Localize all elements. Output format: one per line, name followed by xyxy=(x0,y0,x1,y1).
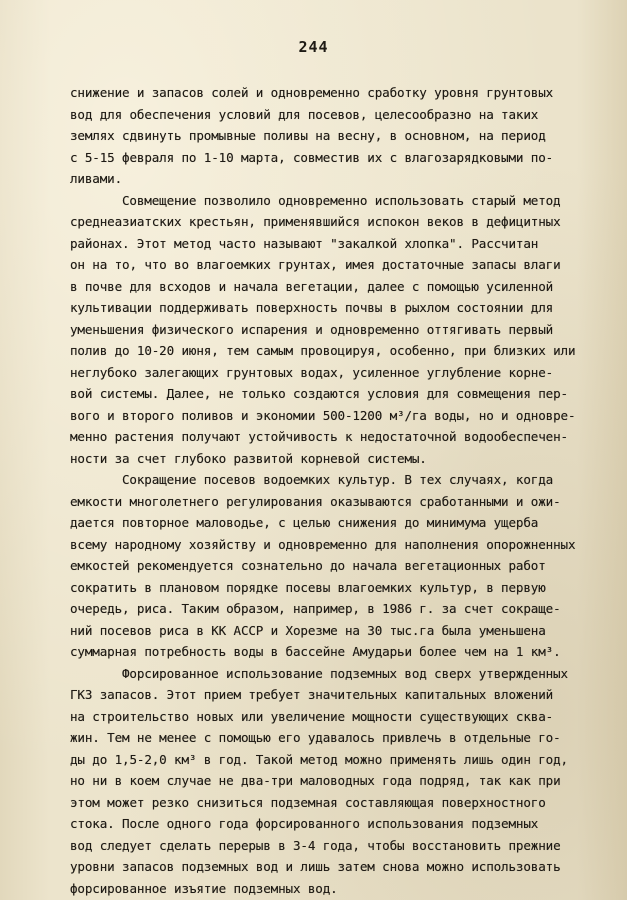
text-line: в почве для всходов и начала вегетации, далее с помощью усиленной xyxy=(70,278,554,294)
text-line: ГКЗ запасов. Этот прием требует значительных капитальных вложений xyxy=(70,687,554,702)
text-line: дается повторное маловодье, с целью снижения до минимума ущерба xyxy=(70,515,539,530)
text-line: землях сдвинуть промывные поливы на весну, в основном, на период xyxy=(70,128,546,143)
text-line: вой системы. Далее, не только создаются условия для совмещения пер- xyxy=(70,386,568,401)
text-line: форсированное изъятие подземных вод. xyxy=(70,880,338,896)
paragraph-start-line: Сокращение посевов водоемких культур. В тех случаях, когда xyxy=(122,472,554,487)
text-line: культивации поддерживать поверхность почвы в рыхлом состоянии для xyxy=(70,300,554,315)
text-line: с 5-15 февраля по 1-10 марта, совместив их с влагозарядковыми по- xyxy=(70,149,554,165)
body-text xyxy=(70,82,615,899)
text-line: снижение и запасов солей и одновременно сработку уровня грунтовых xyxy=(70,85,554,100)
text-line: вого и второго поливов и экономии 500-1200 м³/га воды, но и одновре- xyxy=(70,407,576,423)
text-line: районах. Этот метод часто называют "закалкой хлопка". Рассчитан xyxy=(70,235,539,251)
text-line: уровни запасов подземных вод и лишь затем снова можно использовать xyxy=(70,859,561,874)
text-line: неглубоко залегающих грунтовых водах, усиленное углубление корне- xyxy=(70,364,554,380)
paragraph-start-line: Совмещение позволило одновременно использовать старый метод xyxy=(122,192,561,208)
text-line: емкости многолетнего регулирования оказываются сработанными и ожи- xyxy=(70,493,561,509)
text-line: ности за счет глубоко развитой корневой системы. xyxy=(70,450,427,466)
text-line: всему народному хозяйству и одновременно для наполнения опорожненных xyxy=(70,536,576,552)
text-line: жин. Тем не менее с помощью его удавалось привлечь в отдельные го- xyxy=(70,730,561,745)
text-line: очередь, риса. Таким образом, например, в 1986 г. за счет сокраще- xyxy=(70,601,561,616)
text-line: емкостей рекомендуется сознательно до начала вегетационных работ xyxy=(70,558,546,573)
text-line: вод следует сделать перерыв в 3-4 года, чтобы восстановить прежние xyxy=(70,837,561,853)
text-line: этом может резко снизиться подземная составляющая поверхностного xyxy=(70,794,546,810)
text-line: вод для обеспечения условий для посевов, целесообразно на таких xyxy=(70,106,539,122)
text-line: на строительство новых или увеличение мощности существующих сква- xyxy=(70,708,554,724)
text-line: ний посевов риса в КК АССР и Хорезме на 30 тыс.га была уменьшена xyxy=(70,622,546,638)
text-line: суммарная потребность воды в бассейне Амударьи более чем на 1 км³. xyxy=(70,644,561,659)
text-line: полив до 10-20 июня, тем самым провоцируя, особенно, при близких или xyxy=(70,343,576,358)
text-line: среднеазиатских крестьян, применявшийся испокон веков в дефицитных xyxy=(70,214,561,229)
text-line: ливами. xyxy=(70,171,123,186)
text-line: уменьшения физического испарения и одновременно оттягивать первый xyxy=(70,321,554,337)
text-line: менно растения получают устойчивость к недостаточной водообеспечен- xyxy=(70,429,568,444)
text-line: он на то, что во влагоемких грунтах, имея достаточные запасы влаги xyxy=(70,257,561,272)
page-number: 244 xyxy=(298,38,329,56)
text-line: стока. После одного года форсированного использования подземных xyxy=(70,816,539,831)
text-line: но ни в коем случае не два-три маловодных года подряд, так как при xyxy=(70,773,561,788)
paragraph-start-line: Форсированное использование подземных вод сверх утвержденных xyxy=(122,665,568,681)
text-line: ды до 1,5-2,0 км³ в год. Такой метод можно применять лишь один год, xyxy=(70,751,568,767)
text-line: сократить в плановом порядке посевы влагоемких культур, в первую xyxy=(70,579,546,595)
